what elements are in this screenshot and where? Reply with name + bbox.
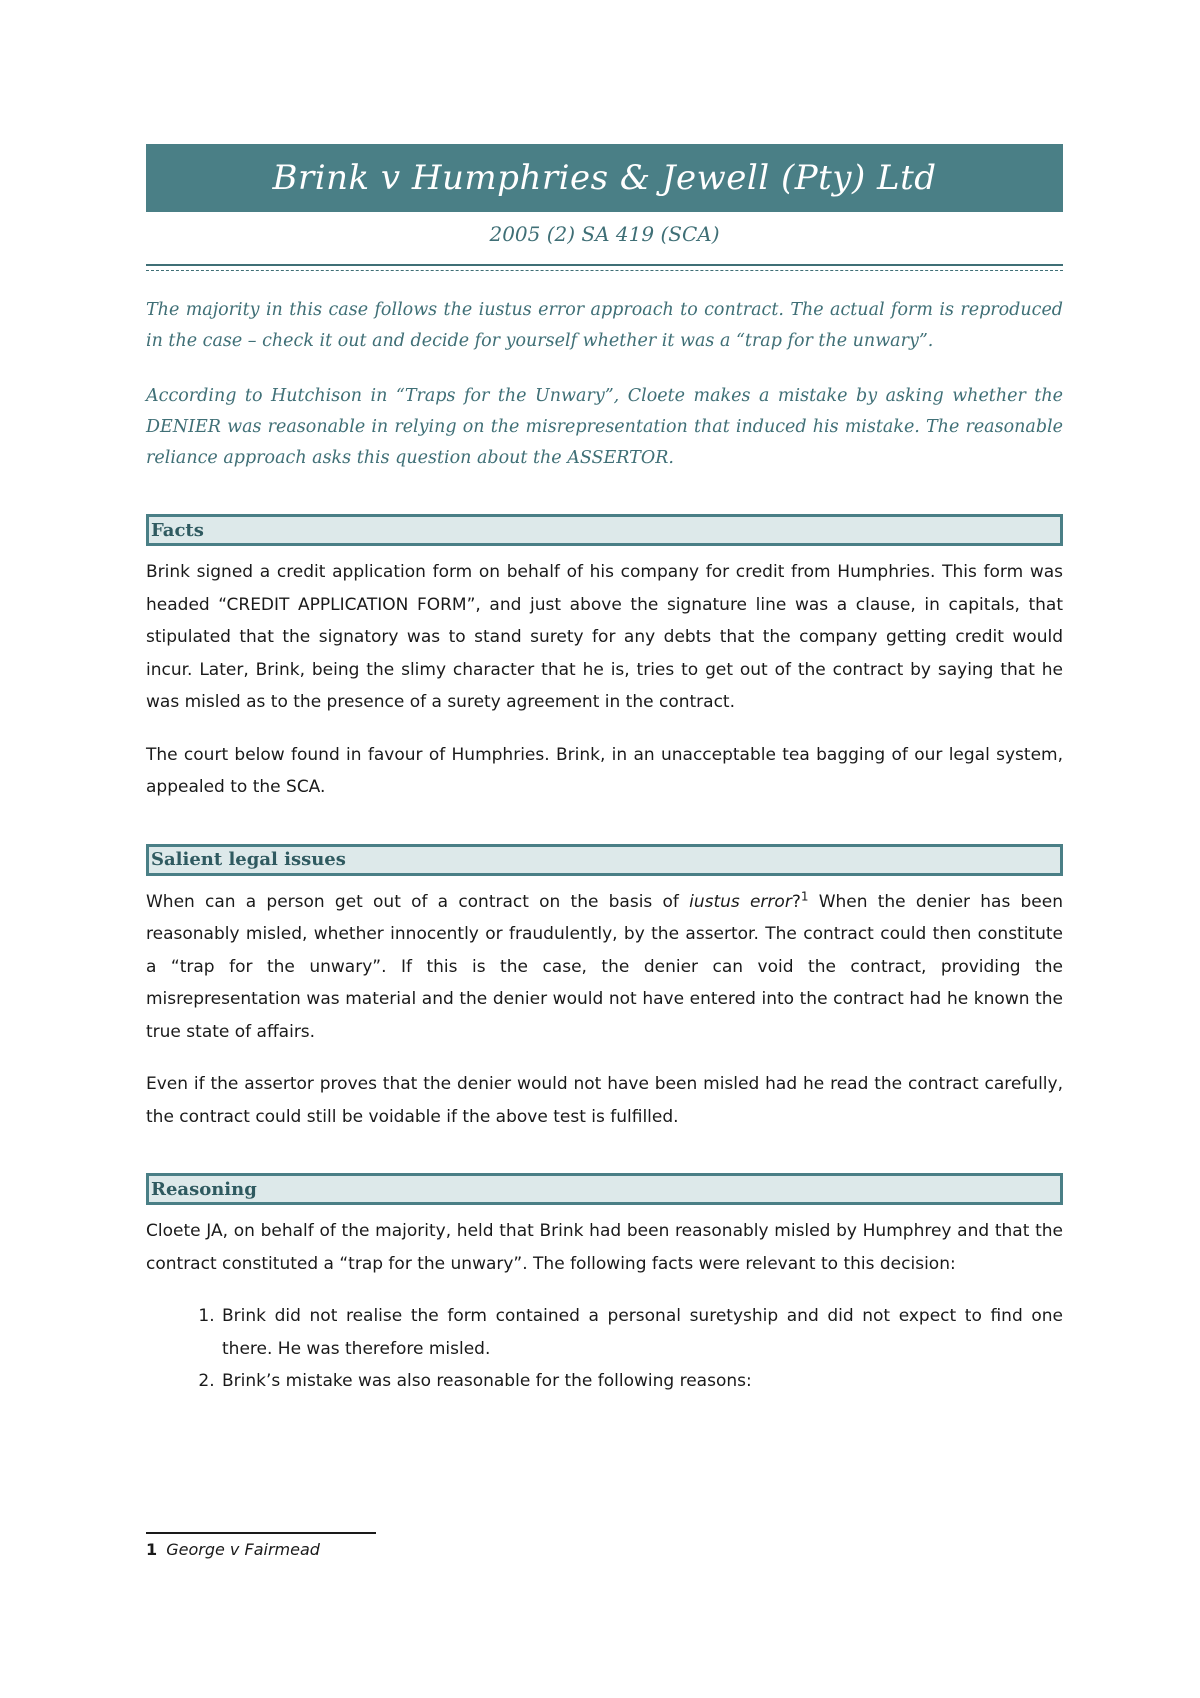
header-divider (146, 264, 1063, 271)
footnote-number: 1 (146, 1540, 158, 1559)
body-paragraph: Brink signed a credit application form on behalf of his company for credit from Humphries. This form was headed “CREDIT APPLICATION FORM”, and just above the signature line was a clause, in capitals, that stipulated that the signatory was to stand surety for any debts that the company getting credit would incur. Later, Brink, being the slimy character that he is, tries to get out of the contract by saying that he was misled as to the presence of a surety agreement in the contract. (146, 562, 1063, 712)
section-heading-label: Facts (151, 519, 204, 541)
section-heading-facts (146, 514, 1063, 546)
reasoning-section (146, 1215, 1063, 1280)
text-run: When can a person get out of a contract on the basis of (146, 891, 690, 912)
body-paragraph: The court below found in favour of Humphries. Brink, in an unacceptable tea bagging of our legal system, appealed to the SCA. (146, 744, 1063, 797)
section-heading-issues (146, 844, 1063, 876)
list-item: 1. Brink did not realise the form contained a personal suretyship and did not expect to find one there. He was therefore misled. (220, 1300, 1063, 1365)
footnote-divider (146, 1532, 376, 1534)
title-banner (146, 144, 1063, 212)
intro-paragraph: The majority in this case follows the iustus error approach to contract. The actual form is reproduced in the case – check it out and decide for yourself whether it was a “trap for the unwary”. (146, 300, 1063, 351)
body-paragraph (146, 886, 1063, 1049)
issues-section (146, 886, 1063, 1134)
document-page (146, 144, 1063, 1398)
section-heading-label: Salient legal issues (151, 849, 346, 870)
intro-note (146, 295, 1063, 474)
section-heading-reasoning (146, 1173, 1063, 1205)
reasoning-list (146, 1300, 1063, 1398)
text-run: ? (791, 891, 801, 912)
body-paragraph: Even if the assertor proves that the denier would not have been misled had he read the contract carefully, the contract could still be voidable if the above test is fulfilled. (146, 1074, 1063, 1127)
case-citation: 2005 (2) SA 419 (SCA) (489, 222, 720, 246)
text-run: When the denier has been reasonably misled, whether innocently or fraudulently, by the assertor. The contract could then constitute a “trap for the unwary”. If this is the case, the denier can void the contract, providing the misrepresentation was material and the denier would not have entered into the contract had he known the true state of affairs. (146, 891, 1063, 1042)
footnote (146, 1540, 320, 1559)
intro-paragraph: According to Hutchison in “Traps for the Unwary”, Cloete makes a mistake by asking whether the DENIER was reasonable in relying on the misrepresentation that induced his mistake. The reasonable reliance approach asks this question about the ASSERTOR. (146, 386, 1063, 468)
footnote-text: George v Fairmead (166, 1540, 320, 1559)
section-heading-label: Reasoning (151, 1178, 257, 1200)
facts-section (146, 556, 1063, 804)
body-paragraph: Cloete JA, on behalf of the majority, held that Brink had been reasonably misled by Humphrey and that the contract constituted a “trap for the unwary”. The following facts were relevant to this decision: (146, 1221, 1063, 1274)
footnote-reference[interactable]: 1 (800, 888, 809, 903)
list-item: 2. Brink’s mistake was also reasonable for the following reasons: (220, 1365, 1063, 1398)
latin-term: iustus error (689, 891, 792, 912)
case-title: Brink v Humphries & Jewell (Pty) Ltd (272, 158, 937, 198)
